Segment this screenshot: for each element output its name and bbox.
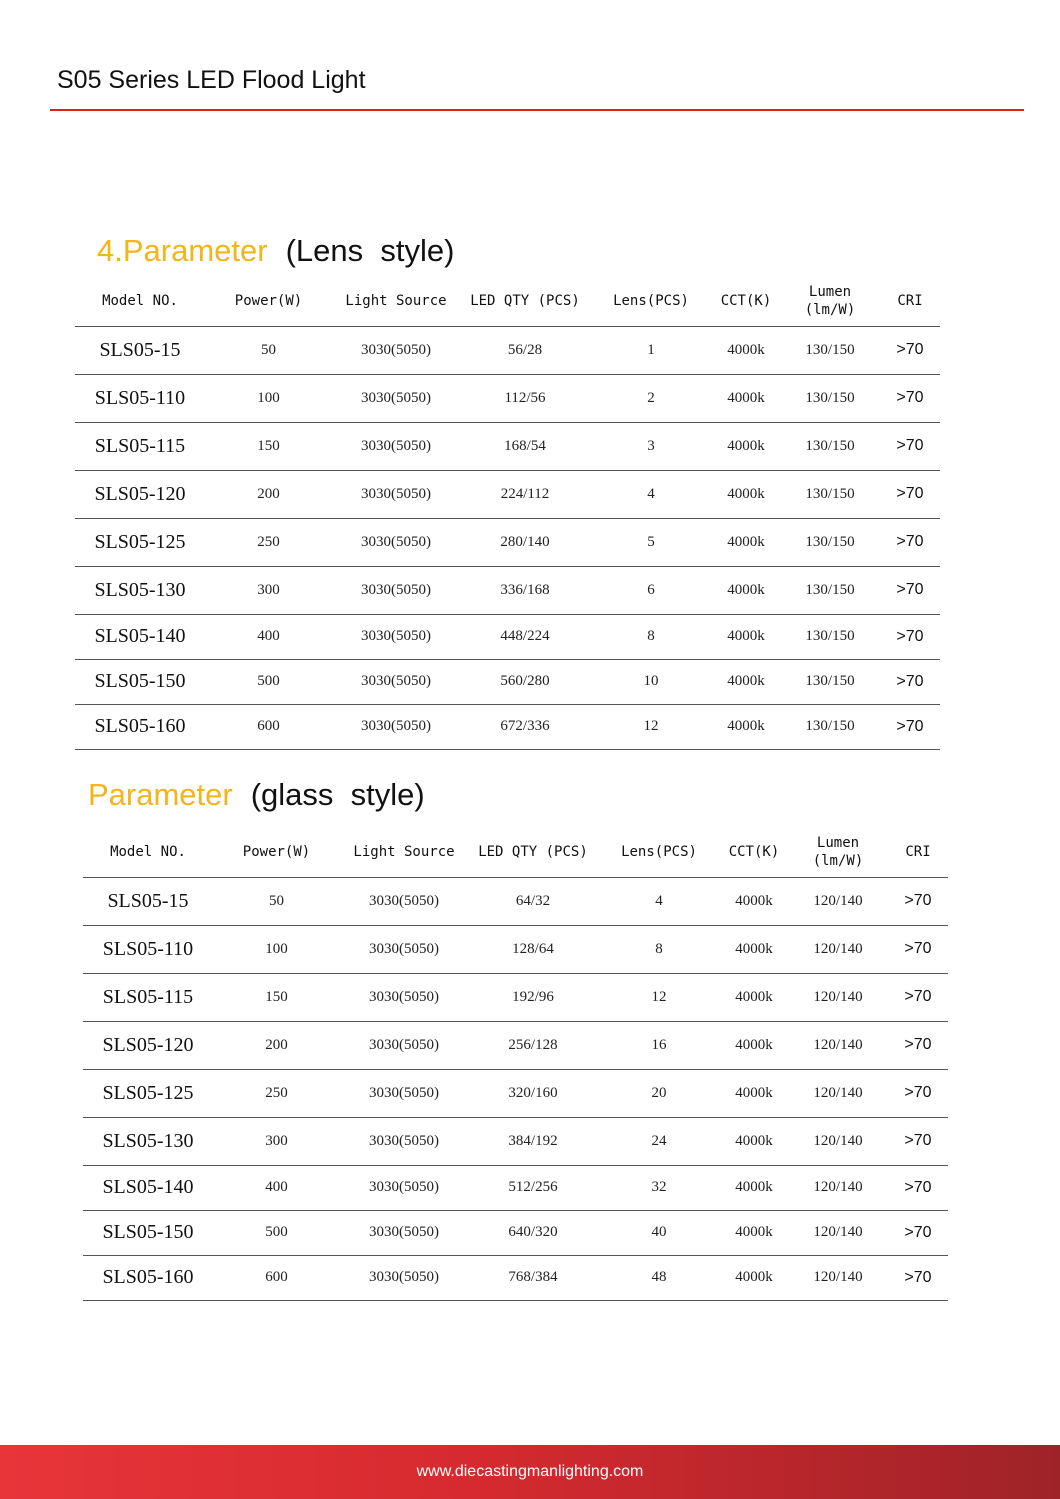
cell-cct: 4000k: [712, 614, 780, 659]
header-light-source: Light Source: [345, 292, 447, 309]
cell-light-source: 3030(5050): [332, 518, 460, 566]
header-cri: CRI: [897, 292, 923, 309]
cell-cri: >70: [888, 925, 948, 973]
glass-parameter-table: [83, 827, 948, 1301]
header-led-qty: LED QTY (PCS): [470, 292, 580, 309]
cell-model: SLS05-150: [83, 1210, 213, 1255]
cell-power: 500: [205, 659, 332, 704]
cell-lumen: 130/150: [780, 326, 880, 374]
table-row: [83, 1021, 948, 1069]
cell-lens-qty: 3: [590, 422, 712, 470]
header-cct: CCT(K): [720, 292, 772, 309]
lens-title-rest: (Lens style): [285, 233, 455, 268]
glass-section-title: [88, 777, 425, 813]
cell-cri: >70: [888, 1210, 948, 1255]
cell-lens-qty: 12: [590, 704, 712, 749]
cell-model: SLS05-110: [83, 925, 213, 973]
table-row: [75, 659, 940, 704]
cell-power: 50: [205, 326, 332, 374]
cell-led-qty: 640/320: [468, 1210, 598, 1255]
header-led-qty: LED QTY (PCS): [478, 843, 588, 860]
header-divider: [50, 109, 1024, 111]
cell-cri: >70: [888, 1021, 948, 1069]
table-row: [75, 518, 940, 566]
glass-title-rest: (glass style): [250, 777, 425, 812]
cell-lens-qty: 2: [590, 374, 712, 422]
cell-model: SLS05-15: [75, 326, 205, 374]
cell-cct: 4000k: [720, 1069, 788, 1117]
cell-cri: >70: [888, 877, 948, 925]
cell-lens-qty: 24: [598, 1117, 720, 1165]
cell-light-source: 3030(5050): [332, 422, 460, 470]
cell-power: 200: [205, 470, 332, 518]
cell-lens-qty: 48: [598, 1255, 720, 1300]
cell-power: 100: [213, 925, 340, 973]
cell-cri: >70: [880, 470, 940, 518]
footer-bar: [0, 1445, 1060, 1499]
cell-cct: 4000k: [712, 422, 780, 470]
cell-cri: >70: [888, 973, 948, 1021]
cell-power: 250: [205, 518, 332, 566]
cell-lumen: 130/150: [780, 518, 880, 566]
cell-power: 500: [213, 1210, 340, 1255]
cell-light-source: 3030(5050): [340, 1069, 468, 1117]
table-row: [83, 1210, 948, 1255]
cell-light-source: 3030(5050): [332, 704, 460, 749]
cell-cct: 4000k: [720, 925, 788, 973]
cell-power: 150: [213, 973, 340, 1021]
cell-lumen: 130/150: [780, 659, 880, 704]
cell-cct: 4000k: [720, 1210, 788, 1255]
cell-cct: 4000k: [712, 326, 780, 374]
cell-model: SLS05-140: [83, 1165, 213, 1210]
cell-cct: 4000k: [720, 1021, 788, 1069]
cell-cct: 4000k: [712, 566, 780, 614]
table-row: [75, 326, 940, 374]
cell-power: 150: [205, 422, 332, 470]
cell-lens-qty: 32: [598, 1165, 720, 1210]
cell-lens-qty: 40: [598, 1210, 720, 1255]
cell-model: SLS05-115: [83, 973, 213, 1021]
table-row: [75, 704, 940, 749]
cell-power: 600: [205, 704, 332, 749]
cell-cct: 4000k: [712, 470, 780, 518]
table-row: [75, 422, 940, 470]
lens-section-title: [97, 233, 454, 269]
cell-cct: 4000k: [720, 1255, 788, 1300]
cell-power: 400: [213, 1165, 340, 1210]
cell-cri: >70: [880, 614, 940, 659]
cell-light-source: 3030(5050): [340, 1117, 468, 1165]
cell-cri: >70: [880, 422, 940, 470]
cell-lumen: 130/150: [780, 470, 880, 518]
cell-lens-qty: 8: [590, 614, 712, 659]
cell-lumen: 120/140: [788, 925, 888, 973]
cell-lumen: 130/150: [780, 704, 880, 749]
cell-light-source: 3030(5050): [340, 973, 468, 1021]
cell-model: SLS05-15: [83, 877, 213, 925]
cell-lens-qty: 16: [598, 1021, 720, 1069]
header-lumen: Lumen (lm/W): [804, 283, 856, 318]
table-row: [83, 1255, 948, 1300]
cell-lumen: 120/140: [788, 1210, 888, 1255]
header-power: Power(W): [234, 292, 303, 309]
cell-light-source: 3030(5050): [332, 374, 460, 422]
header-cri: CRI: [905, 843, 931, 860]
cell-light-source: 3030(5050): [340, 1165, 468, 1210]
cell-led-qty: 256/128: [468, 1021, 598, 1069]
cell-light-source: 3030(5050): [340, 1021, 468, 1069]
cell-lumen: 130/150: [780, 566, 880, 614]
cell-light-source: 3030(5050): [332, 326, 460, 374]
cell-model: SLS05-125: [83, 1069, 213, 1117]
header-lumen: Lumen (lm/W): [812, 834, 864, 869]
cell-led-qty: 224/112: [460, 470, 590, 518]
cell-led-qty: 560/280: [460, 659, 590, 704]
cell-light-source: 3030(5050): [332, 470, 460, 518]
cell-cri: >70: [880, 518, 940, 566]
cell-led-qty: 336/168: [460, 566, 590, 614]
table-row: [75, 374, 940, 422]
cell-led-qty: 672/336: [460, 704, 590, 749]
cell-lens-qty: 5: [590, 518, 712, 566]
cell-light-source: 3030(5050): [340, 1210, 468, 1255]
cell-cct: 4000k: [720, 877, 788, 925]
cell-light-source: 3030(5050): [340, 1255, 468, 1300]
cell-lens-qty: 1: [590, 326, 712, 374]
cell-led-qty: 128/64: [468, 925, 598, 973]
cell-cct: 4000k: [712, 518, 780, 566]
cell-light-source: 3030(5050): [340, 925, 468, 973]
cell-led-qty: 768/384: [468, 1255, 598, 1300]
table-row: [75, 470, 940, 518]
cell-cri: >70: [880, 326, 940, 374]
cell-cct: 4000k: [712, 704, 780, 749]
table-row: [83, 877, 948, 925]
table-row: [83, 973, 948, 1021]
table-row: [83, 1069, 948, 1117]
cell-cri: >70: [888, 1069, 948, 1117]
cell-cri: >70: [888, 1117, 948, 1165]
cell-lumen: 120/140: [788, 1117, 888, 1165]
header-model: Model NO.: [102, 292, 178, 309]
cell-led-qty: 56/28: [460, 326, 590, 374]
cell-lens-qty: 4: [590, 470, 712, 518]
cell-model: SLS05-120: [75, 470, 205, 518]
cell-model: SLS05-110: [75, 374, 205, 422]
cell-model: SLS05-140: [75, 614, 205, 659]
cell-led-qty: 192/96: [468, 973, 598, 1021]
header-cct: CCT(K): [728, 843, 780, 860]
cell-cct: 4000k: [720, 1165, 788, 1210]
cell-power: 600: [213, 1255, 340, 1300]
cell-model: SLS05-125: [75, 518, 205, 566]
cell-lens-qty: 12: [598, 973, 720, 1021]
cell-lumen: 130/150: [780, 374, 880, 422]
cell-model: SLS05-130: [83, 1117, 213, 1165]
cell-lumen: 120/140: [788, 973, 888, 1021]
cell-model: SLS05-160: [83, 1255, 213, 1300]
cell-lumen: 120/140: [788, 877, 888, 925]
cell-led-qty: 280/140: [460, 518, 590, 566]
table-row: [75, 614, 940, 659]
table-row: [75, 566, 940, 614]
cell-light-source: 3030(5050): [332, 659, 460, 704]
cell-power: 200: [213, 1021, 340, 1069]
cell-cct: 4000k: [712, 374, 780, 422]
cell-led-qty: 168/54: [460, 422, 590, 470]
cell-cri: >70: [880, 704, 940, 749]
cell-led-qty: 384/192: [468, 1117, 598, 1165]
cell-model: SLS05-130: [75, 566, 205, 614]
lens-title-accent: 4.Parameter: [97, 233, 268, 268]
cell-cct: 4000k: [720, 973, 788, 1021]
cell-lens-qty: 8: [598, 925, 720, 973]
table-header-row: [83, 827, 948, 877]
cell-lens-qty: 4: [598, 877, 720, 925]
cell-cri: >70: [880, 374, 940, 422]
header-light-source: Light Source: [353, 843, 455, 860]
cell-led-qty: 64/32: [468, 877, 598, 925]
table-row: [83, 925, 948, 973]
cell-cri: >70: [888, 1255, 948, 1300]
cell-power: 100: [205, 374, 332, 422]
cell-led-qty: 512/256: [468, 1165, 598, 1210]
cell-model: SLS05-160: [75, 704, 205, 749]
cell-light-source: 3030(5050): [332, 614, 460, 659]
cell-lumen: 120/140: [788, 1021, 888, 1069]
cell-led-qty: 320/160: [468, 1069, 598, 1117]
cell-lens-qty: 6: [590, 566, 712, 614]
cell-model: SLS05-120: [83, 1021, 213, 1069]
header-power: Power(W): [242, 843, 311, 860]
cell-cct: 4000k: [720, 1117, 788, 1165]
cell-lumen: 130/150: [780, 422, 880, 470]
cell-lumen: 130/150: [780, 614, 880, 659]
cell-lens-qty: 10: [590, 659, 712, 704]
header-lens-qty: Lens(PCS): [621, 843, 697, 860]
cell-cct: 4000k: [712, 659, 780, 704]
cell-led-qty: 112/56: [460, 374, 590, 422]
cell-model: SLS05-150: [75, 659, 205, 704]
footer-website-url: www.diecastingmanlighting.com: [416, 1463, 644, 1480]
cell-light-source: 3030(5050): [332, 566, 460, 614]
cell-model: SLS05-115: [75, 422, 205, 470]
cell-lens-qty: 20: [598, 1069, 720, 1117]
document-title: S05 Series LED Flood Light: [57, 66, 366, 94]
table-row: [83, 1165, 948, 1210]
cell-light-source: 3030(5050): [340, 877, 468, 925]
cell-power: 50: [213, 877, 340, 925]
table-row: [83, 1117, 948, 1165]
cell-power: 300: [205, 566, 332, 614]
header-lens-qty: Lens(PCS): [613, 292, 689, 309]
cell-cri: >70: [888, 1165, 948, 1210]
cell-lumen: 120/140: [788, 1165, 888, 1210]
cell-power: 250: [213, 1069, 340, 1117]
cell-power: 400: [205, 614, 332, 659]
table-header-row: [75, 276, 940, 326]
cell-cri: >70: [880, 566, 940, 614]
lens-parameter-table: [75, 276, 940, 750]
cell-lumen: 120/140: [788, 1069, 888, 1117]
cell-cri: >70: [880, 659, 940, 704]
header-model: Model NO.: [110, 843, 186, 860]
cell-power: 300: [213, 1117, 340, 1165]
glass-title-accent: Parameter: [88, 777, 233, 812]
cell-lumen: 120/140: [788, 1255, 888, 1300]
cell-led-qty: 448/224: [460, 614, 590, 659]
